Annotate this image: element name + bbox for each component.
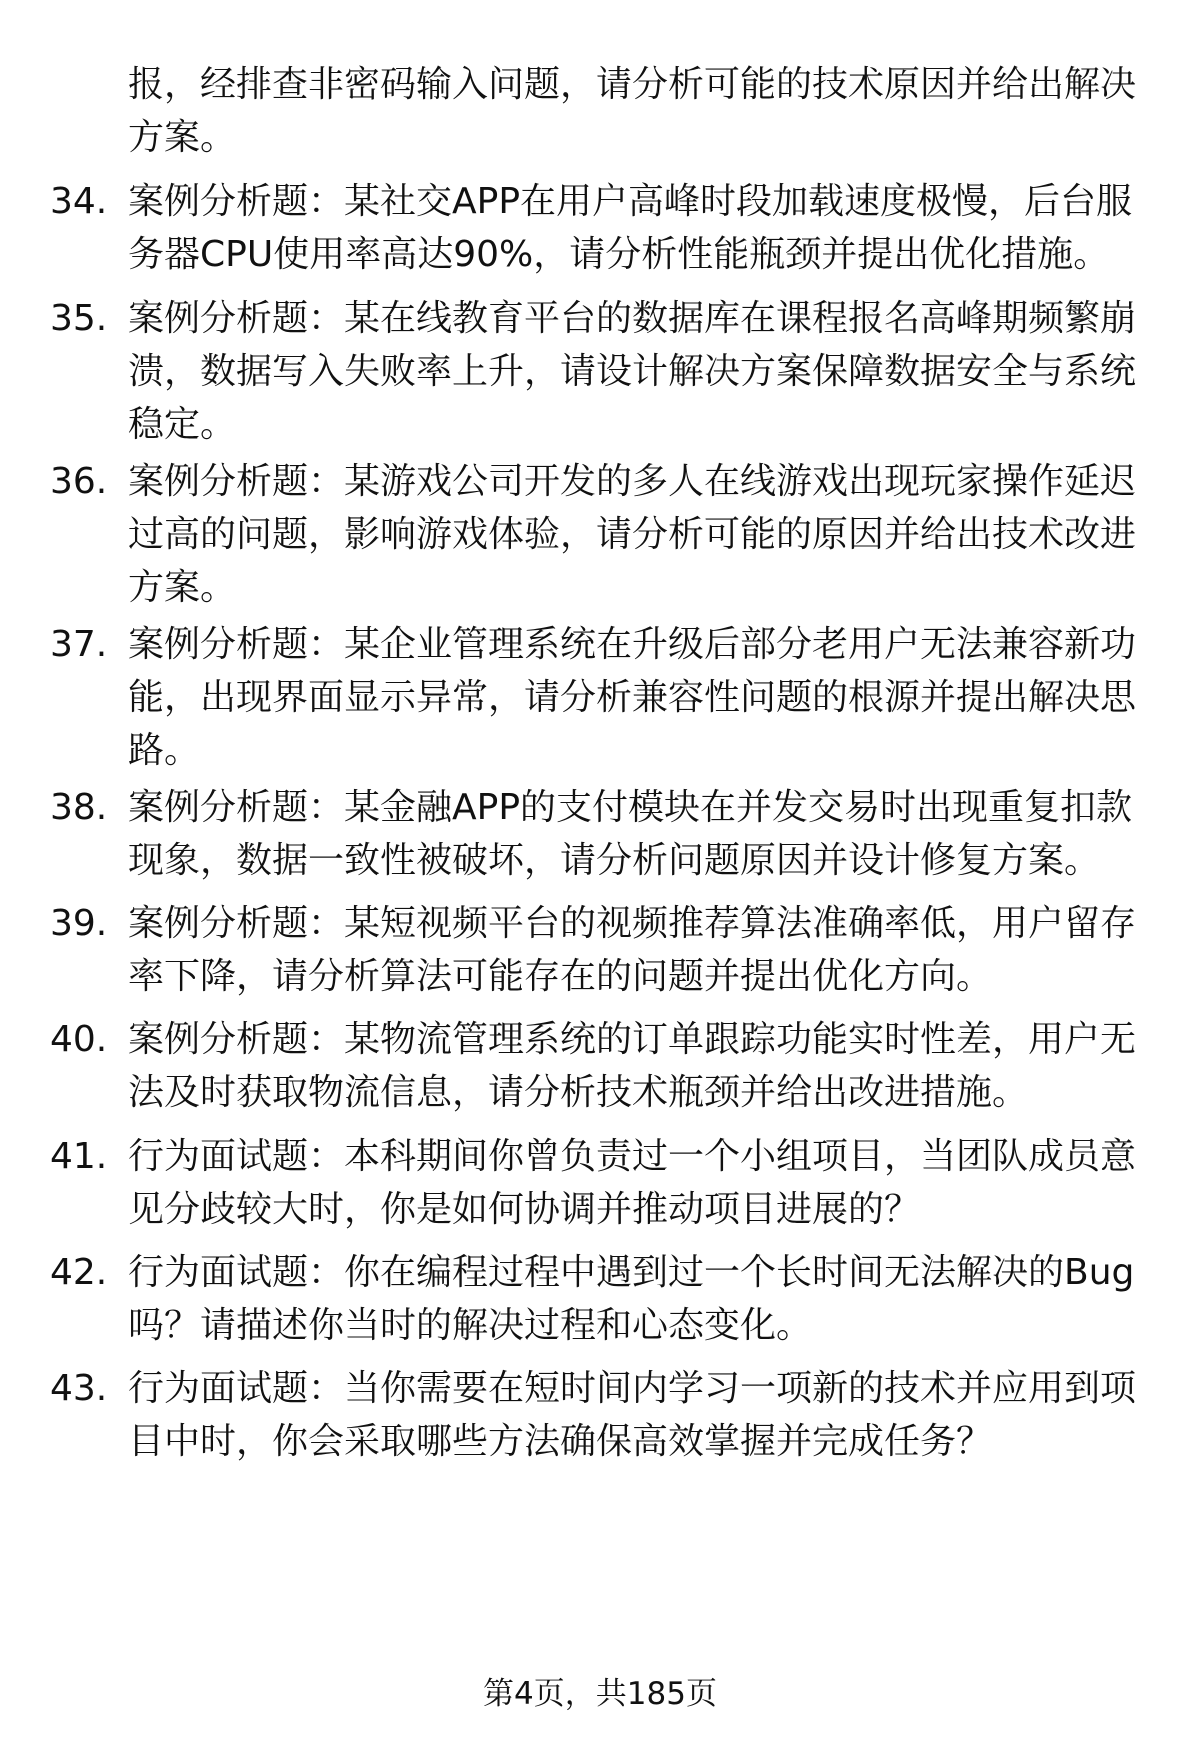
question-number: 38. [50,787,108,828]
question-number: 42. [50,1252,108,1293]
question-number: 36. [50,461,108,502]
question-text: 案例分析题：某企业管理系统在升级后部分老用户无法兼容新功能，出现界面显示异常，请分析兼容性问题的根源并提出解决思路。 [128,624,1137,771]
question-number: 39. [50,903,108,944]
question-text: 案例分析题：某游戏公司开发的多人在线游戏出现玩家操作延迟过高的问题，影响游戏体验，请分析可能的原因并给出技术改进方案。 [128,461,1137,608]
question-number: 34. [50,181,108,222]
question-text: 行为面试题：本科期间你曾负责过一个小组项目，当团队成员意见分歧较大时，你是如何协调并推动项目进展的？ [128,1136,1137,1230]
question-number: 40. [50,1019,108,1060]
question-text: 案例分析题：某社交APP在用户高峰时段加载速度极慢，后台服务器CPU使用率高达90%，请分析性能瓶颈并提出优化措施。 [128,181,1133,275]
question-text: 行为面试题：当你需要在短时间内学习一项新的技术并应用到项目中时，你会采取哪些方法确保高效掌握并完成任务？ [128,1368,1137,1462]
question-text: 案例分析题：某物流管理系统的订单跟踪功能实时性差，用户无法及时获取物流信息，请分析技术瓶颈并给出改进措施。 [128,1019,1137,1113]
question-continuation: 报，经排查非密码输入问题，请分析可能的技术原因并给出解决方案。 [128,64,1137,158]
page-footer: 第4页，共185页 [483,1676,717,1712]
question-text: 案例分析题：某金融APP的支付模块在并发交易时出现重复扣款现象，数据一致性被破坏，请分析问题原因并设计修复方案。 [128,787,1133,881]
question-text: 行为面试题：你在编程过程中遇到过一个长时间无法解决的Bug吗？请描述你当时的解决过程和心态变化。 [128,1252,1135,1346]
question-text: 案例分析题：某短视频平台的视频推荐算法准确率低，用户留存率下降，请分析算法可能存在的问题并提出优化方向。 [128,903,1137,997]
question-number: 41. [50,1136,108,1177]
question-number: 43. [50,1368,108,1409]
question-number: 35. [50,298,108,339]
question-text: 案例分析题：某在线教育平台的数据库在课程报名高峰期频繁崩溃，数据写入失败率上升，请设计解决方案保障数据安全与系统稳定。 [128,298,1137,445]
question-number: 37. [50,624,108,665]
